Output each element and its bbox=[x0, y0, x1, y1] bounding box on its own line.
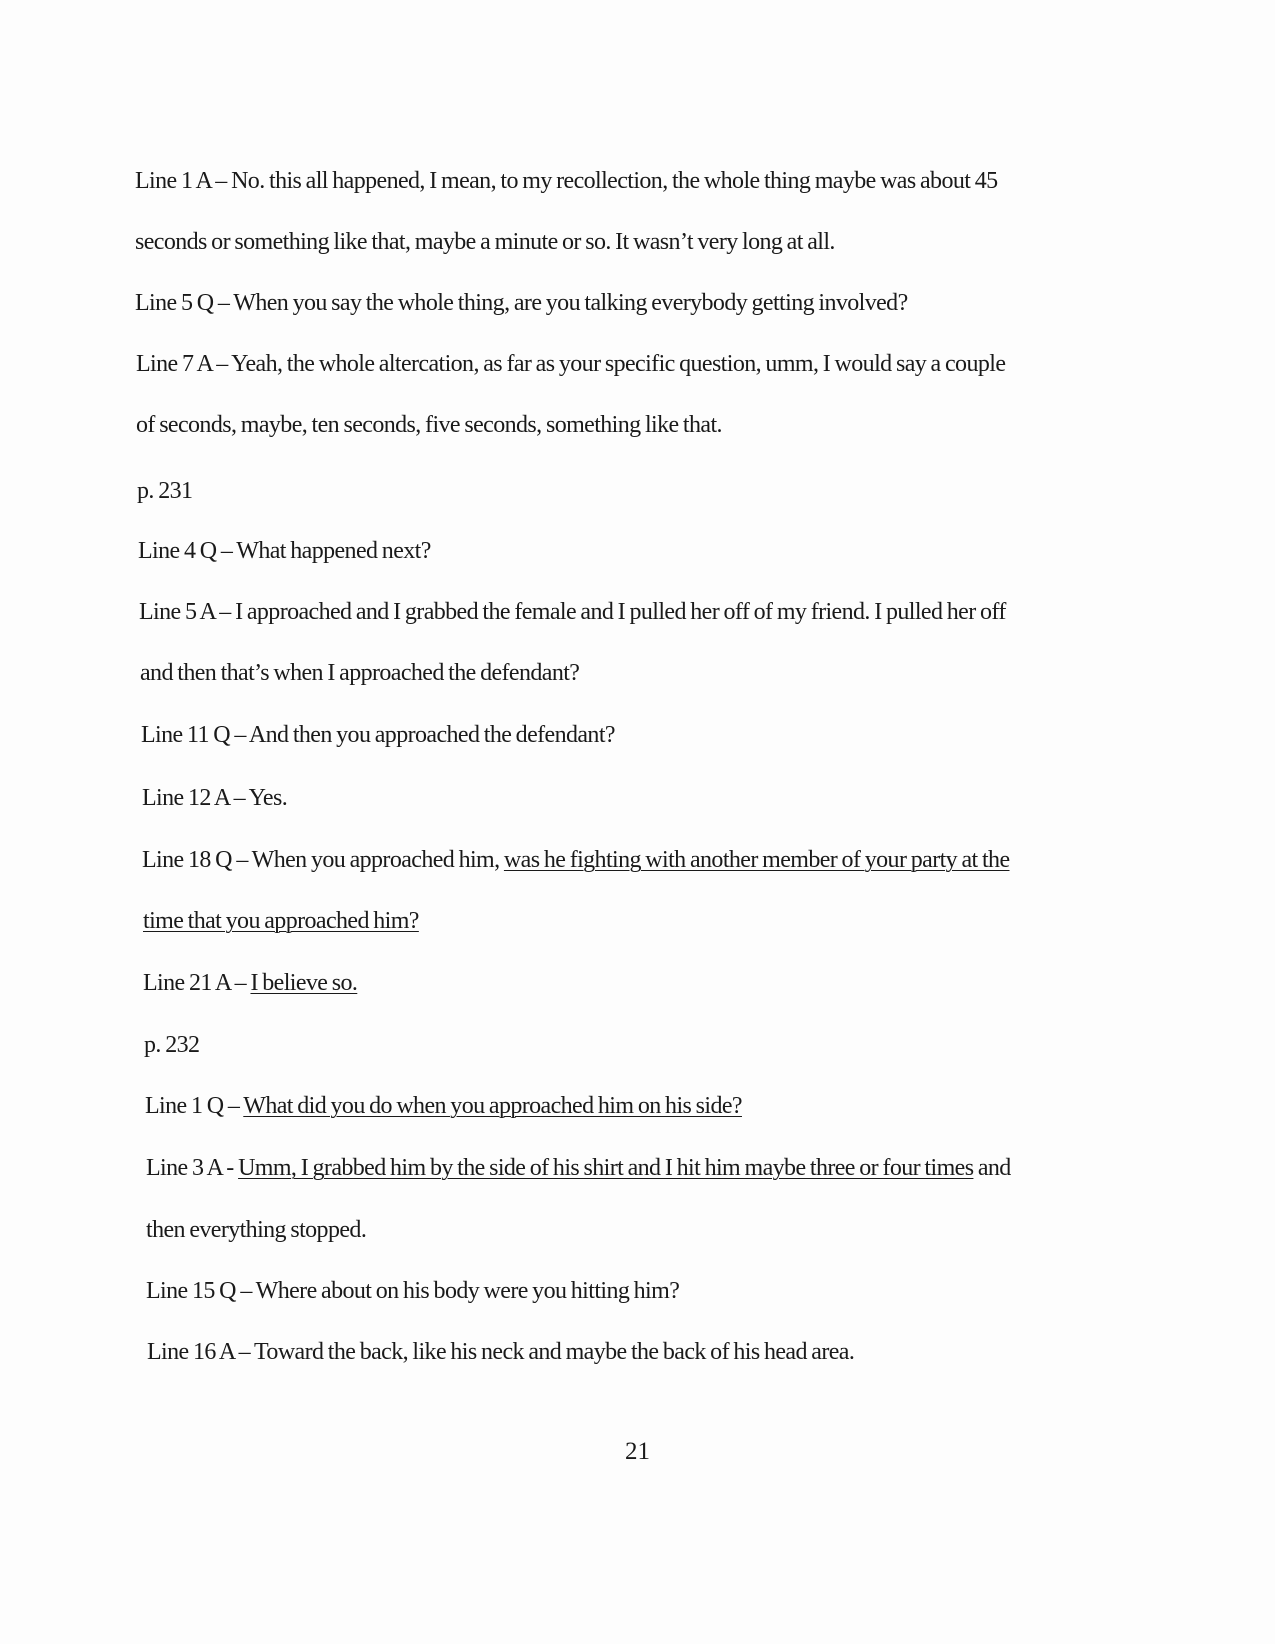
transcript-line-17 bbox=[146, 1278, 679, 1305]
transcript-line-13 bbox=[143, 970, 357, 997]
line-text: Line 11 Q – And then you approached the defendant? bbox=[141, 722, 615, 748]
underlined-text: Umm, I grabbed him by the side of his shirt and I hit him maybe three or four times bbox=[238, 1155, 974, 1181]
page-reference-232 bbox=[144, 1032, 199, 1059]
line-text: Line 21 A – bbox=[143, 970, 251, 996]
transcript-line-9 bbox=[141, 722, 615, 749]
line-text: Line 3 A - bbox=[146, 1155, 239, 1181]
line-text: p. 231 bbox=[137, 478, 193, 504]
underlined-text: What did you do when you approached him on his side? bbox=[243, 1093, 742, 1119]
line-text: Line 12 A – Yes. bbox=[142, 785, 288, 811]
transcript-line-11 bbox=[142, 847, 1010, 874]
line-text: p. 232 bbox=[144, 1032, 200, 1058]
transcript-line-16 bbox=[146, 1217, 366, 1244]
line-text: Line 5 A – I approached and I grabbed the female and I pulled her off of my friend. I pulled her off bbox=[139, 599, 1006, 625]
transcript-line-7 bbox=[139, 599, 1006, 626]
line-text: then everything stopped. bbox=[146, 1217, 367, 1243]
transcript-line-14 bbox=[145, 1093, 742, 1120]
line-text: Line 4 Q – What happened next? bbox=[138, 538, 431, 564]
underlined-text: time that you approached him? bbox=[143, 908, 419, 934]
transcript-line-12 bbox=[143, 908, 419, 935]
line-text: Line 7 A – Yeah, the whole altercation, as far as your specific question, umm, I would say a couple bbox=[136, 351, 1006, 377]
line-text: Line 18 Q – When you approached him, bbox=[142, 847, 504, 873]
transcript-line-6 bbox=[138, 538, 431, 565]
underlined-text: was he fighting with another member of your party at the bbox=[503, 847, 1010, 873]
line-text-tail: and bbox=[973, 1155, 1011, 1181]
line-text: of seconds, maybe, ten seconds, five seconds, something like that. bbox=[136, 412, 722, 438]
line-text: Line 15 Q – Where about on his body were you hitting him? bbox=[146, 1278, 680, 1304]
transcript-line-1 bbox=[135, 168, 998, 195]
transcript-line-10 bbox=[142, 785, 287, 812]
transcript-line-5 bbox=[136, 412, 722, 439]
transcript-line-8 bbox=[140, 660, 579, 687]
line-text: Line 16 A – Toward the back, like his neck and maybe the back of his head area. bbox=[147, 1339, 855, 1365]
line-text: Line 5 Q – When you say the whole thing, are you talking everybody getting involved? bbox=[135, 290, 908, 316]
underlined-text: I believe so. bbox=[250, 970, 358, 996]
line-text: Line 1 A – No. this all happened, I mean, to my recollection, the whole thing maybe was about 45 bbox=[135, 168, 998, 194]
transcript-line-4 bbox=[136, 351, 1005, 378]
page-reference-231 bbox=[137, 478, 192, 505]
transcript-line-3 bbox=[135, 290, 908, 317]
line-text: and then that’s when I approached the defendant? bbox=[140, 660, 580, 686]
line-text: Line 1 Q – bbox=[145, 1093, 244, 1119]
transcript-line-15 bbox=[146, 1155, 1011, 1182]
page-number: 21 bbox=[625, 1438, 650, 1465]
transcript-line-18 bbox=[147, 1339, 854, 1366]
transcript-line-2 bbox=[135, 229, 835, 256]
line-text: seconds or something like that, maybe a minute or so. It wasn’t very long at all. bbox=[135, 229, 835, 255]
